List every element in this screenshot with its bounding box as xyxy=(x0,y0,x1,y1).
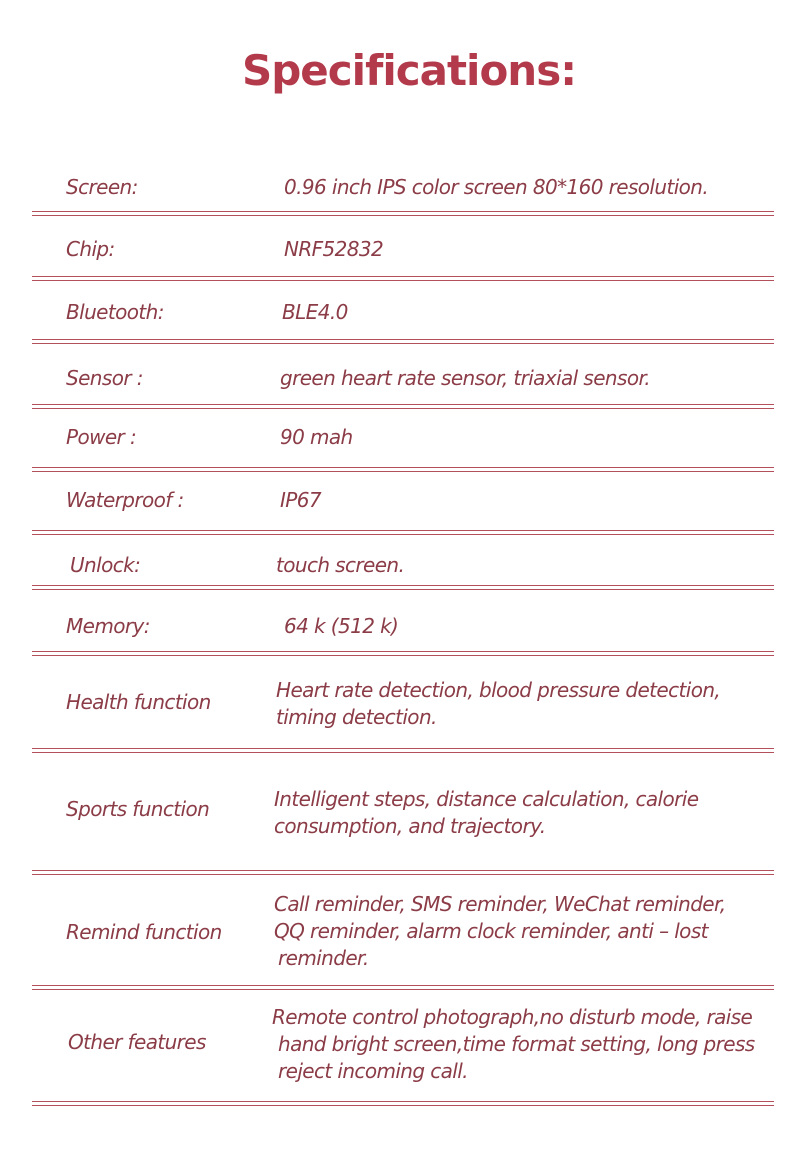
spec-value: Intelligent steps, distance calculation, calorie xyxy=(274,787,699,811)
row-divider xyxy=(32,1101,774,1106)
row-divider xyxy=(32,276,774,281)
row-divider xyxy=(32,585,774,590)
row-divider xyxy=(32,651,774,656)
spec-value: Call reminder, SMS reminder, WeChat reminder, xyxy=(274,892,726,916)
row-divider xyxy=(32,211,774,216)
spec-value: timing detection. xyxy=(276,705,437,729)
spec-value: 64 k (512 k) xyxy=(284,614,399,638)
spec-label: Sensor : xyxy=(66,366,143,390)
page-title: Specifications: xyxy=(241,46,577,95)
spec-label: Sports function xyxy=(66,797,210,821)
spec-label: Waterproof : xyxy=(66,488,184,512)
spec-label: Remind function xyxy=(66,920,222,944)
spec-value: BLE4.0 xyxy=(282,300,348,324)
spec-label: Health function xyxy=(66,690,211,714)
spec-value: touch screen. xyxy=(276,553,405,577)
spec-label: Memory: xyxy=(66,614,150,638)
spec-label: Other features xyxy=(68,1030,206,1054)
spec-value: NRF52832 xyxy=(284,237,384,261)
spec-label: Power : xyxy=(66,425,137,449)
row-divider xyxy=(32,748,774,753)
row-divider xyxy=(32,985,774,990)
spec-value: QQ reminder, alarm clock reminder, anti – lost xyxy=(274,919,708,943)
spec-value: consumption, and trajectory. xyxy=(274,814,546,838)
row-divider xyxy=(32,530,774,535)
row-divider xyxy=(32,467,774,472)
spec-value: hand bright screen,time format setting, long press xyxy=(278,1032,755,1056)
spec-value: Remote control photograph,no disturb mode, raise xyxy=(272,1005,753,1029)
spec-value: 90 mah xyxy=(280,425,353,449)
spec-label: Unlock: xyxy=(70,553,141,577)
row-divider xyxy=(32,404,774,409)
row-divider xyxy=(32,339,774,344)
spec-value: reminder. xyxy=(278,946,369,970)
row-divider xyxy=(32,870,774,875)
spec-value: reject incoming call. xyxy=(278,1059,468,1083)
spec-label: Bluetooth: xyxy=(66,300,164,324)
spec-value: Heart rate detection, blood pressure detection, xyxy=(276,678,721,702)
spec-value: 0.96 inch IPS color screen 80*160 resolution. xyxy=(284,175,709,199)
spec-label: Screen: xyxy=(66,175,138,199)
spec-value: IP67 xyxy=(280,488,322,512)
spec-label: Chip: xyxy=(66,237,115,261)
spec-value: green heart rate sensor, triaxial sensor. xyxy=(280,366,650,390)
